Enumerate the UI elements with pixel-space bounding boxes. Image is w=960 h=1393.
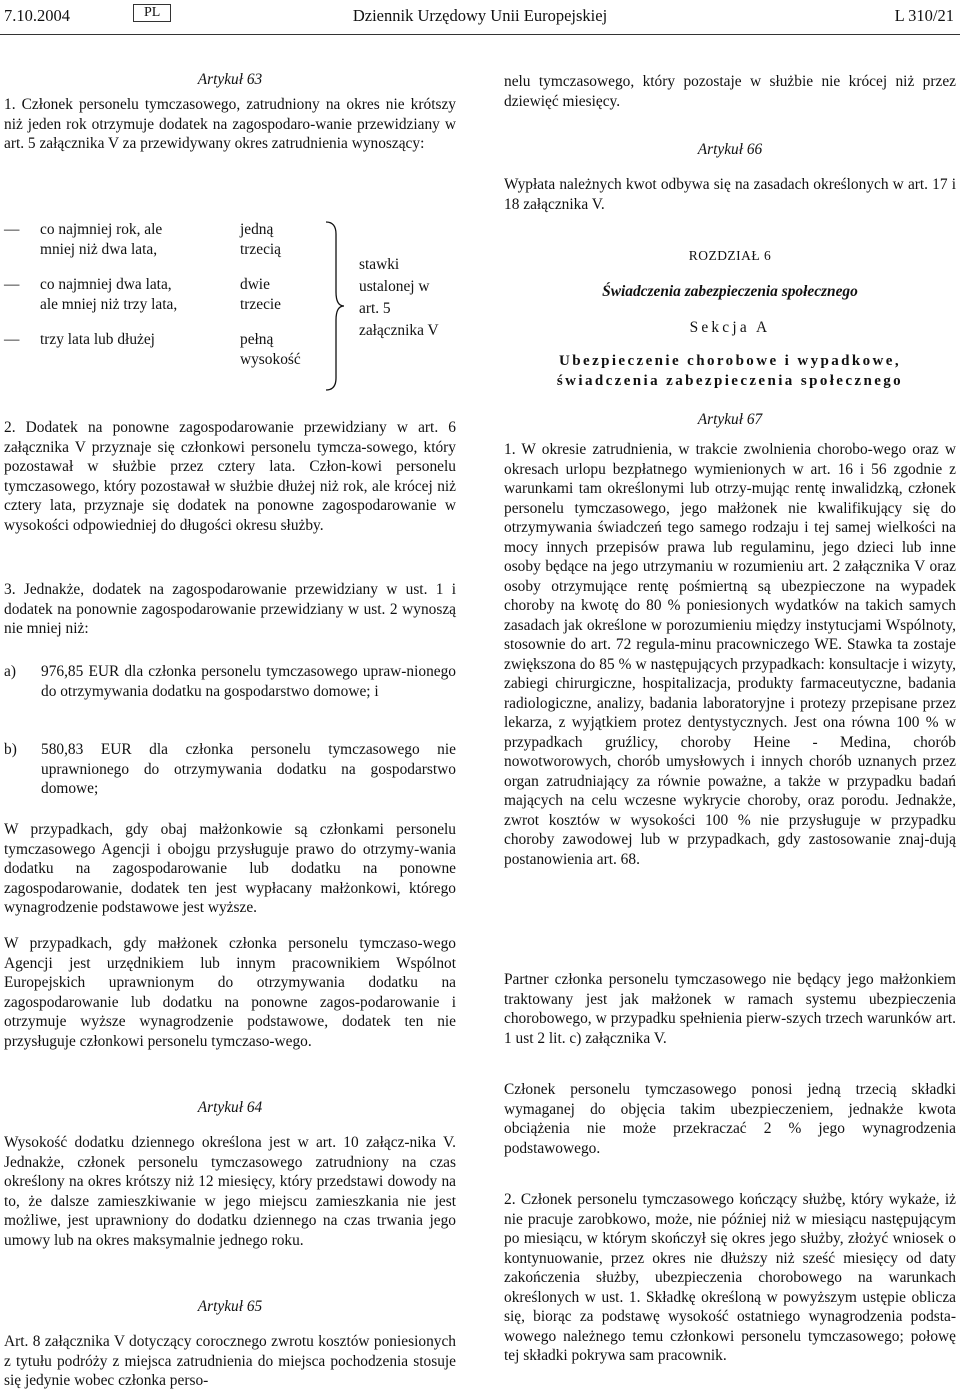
article-64-paragraph: Wysokość dodatku dziennego określona jest w art. 10 załącz-nika V. Jednakże, członek personelu tymczasowego zatrudniony na czas określony na okres krótszy niż 12 miesięcy, który przedstawi dowody na to, że dalsze zamieszkiwanie w jego miejscu zamieszkania nie jest możliwe, jest uprawniony do dodatku dziennego na czas trwania jego umowy lub na okres maksymalnie jednego roku. bbox=[4, 1134, 456, 1249]
rate-note: stawki bbox=[359, 256, 400, 273]
article-65-paragraph: Art. 8 załącznika V dotyczący corocznego zwrotu kosztów poniesionych z tytułu podróży z miejsca zatrudnienia do miejsca pochodzenia stosuje się jedynie wobec członka perso- bbox=[4, 1333, 456, 1389]
article-65-title: Artykuł 65 bbox=[197, 1298, 263, 1315]
page-header bbox=[0, 6, 960, 36]
spouse-official-paragraph: W przypadkach, gdy małżonek członka personelu tymczaso-wego Agencji jest urzędnikiem lub innym pracownikiem Wspólnot Europejskich uprawnionym do otrzymywania dodatku na zagospodarowanie lub dodatku na ponowne zagos-podarowanie i otrzymuje wyższe wynagrodzenie podstawowe, dodatek ten nie przysługuje członkowi personelu tymczaso-wego. bbox=[4, 935, 456, 1050]
section-title-line-1: Ubezpieczenie chorobowe i wypadkowe, bbox=[559, 353, 901, 369]
language-badge: PL bbox=[133, 4, 171, 22]
rate-note: załącznika V bbox=[359, 322, 439, 339]
section-title-line-2: świadczenia zabezpieczenia społecznego bbox=[556, 373, 904, 389]
article-65-continuation: nelu tymczasowego, który pozostaje w służbie nie krócej niż przez dziewięć miesięcy. bbox=[504, 73, 956, 110]
article-63-title: Artykuł 63 bbox=[197, 71, 263, 88]
list-item-b: b) 580,83 EUR dla członka personelu tymczasowego nie uprawnionego do otrzymywania dodatku na gospodarstwo domowe; bbox=[4, 741, 456, 797]
rate-table: — co najmniej rok, ale jedną mniej niż dwa lata, trzecią — co najmniej dwa lata, dwie ale mniej niż trzy lata, trzecie — trzy lata lub dłużej pełną wysokość stawki ustalonej w art. 5 załącznika V bbox=[4, 221, 439, 368]
partner-paragraph: Partner członka personelu tymczasowego nie będący jego małżonkiem traktowany jest jak małżonek w ramach systemu ubezpieczenia chorobowego, w przypadku spełnienia pierw-szych trzech warunków art. 1 ust 2 lit. c) załącznika V. bbox=[504, 971, 956, 1047]
spouses-paragraph: W przypadkach, gdy obaj małżonkowie są członkami personelu tymczasowego Agencji i obojgu przysługuje prawo do otrzymy-wania dodatku na zagospodarowanie lub dodatku na ponowne zagospodarowanie, dodatek ten jest wypłacany małżonkowi, którego wynagrodzenie podstawowe jest wyższe. bbox=[4, 821, 456, 916]
article-64-title: Artykuł 64 bbox=[197, 1099, 263, 1116]
article-67-title: Artykuł 67 bbox=[697, 411, 763, 428]
article-67-paragraph-1: 1. W okresie zatrudnienia, w trakcie zwolnienia chorobo-wego oraz w okresach urlopu bezpłatnego wymienionych w art. 16 i 56 zgodnie z warunkami tam określonymi lub otrzy-mując rentę inwalidzką, członek personelu tymczasowego, jego małżonek nie kwalifikujący się do otrzymywania świadczeń tego samego rodzaju i tej samej wielkości na mocy innych przepisów prawa lub regulaminu, jego dzieci lub inne osoby będące na jego utrzymaniu w rozumieniu art. 2 załącznika V oraz osoby otrzymujące rentę pośmiertną są ubezpieczone na wypadek choroby na kwotę do 80 % poniesionych wydatków na takich samych zasadach jak określone w porozumieniu między instytucjami Wspólnoty, stosownie do art. 72 regula-minu pracowniczego WE. Stawka ta zostaje zwiększona do 85 % w następujących przypadkach: konsultacje i wizyty, zabiegi chirurgiczne, hospitalizacja, produkty farmaceutyczne, badania radiologiczne, analizy, badania laboratoryjne i protezy przepisane przez lekarza, z wyjątkiem protez dentystycznych. Jest ona równa 100 % w przypadkach gruźlicy, choroby Heine - Medina, chorób nowotworowych, chorób umysłowych i innych chorób uznanych przez organ zatrudniający za równie poważne, a także w przypadku badań mających na celu wczesne wykrycie choroby, oraz porodu. Jednakże, zwrot kosztów w wysokości 100 % nie przysługuje w przypadku choroby zawodowej lub w przypadkach, gdy zastosowanie znaj-dują postanowienia art. 68. bbox=[504, 441, 956, 868]
chapter-number: ROZDZIAŁ 6 bbox=[688, 248, 772, 263]
page-reference: L 310/21 bbox=[894, 6, 954, 25]
curly-brace-icon bbox=[324, 220, 346, 392]
article-66-title: Artykuł 66 bbox=[697, 141, 763, 158]
article-63-paragraph-3: 3. Jednakże, dodatek na zagospodarowanie przewidziany w ust. 1 i dodatek na ponownie zagospodarowanie przewidziany w ust. 2 wynoszą nie mniej niż: bbox=[4, 581, 456, 637]
publication-date: 7.10.2004 bbox=[4, 6, 70, 25]
rate-note: art. 5 bbox=[359, 300, 391, 317]
article-67-paragraph-2: 2. Członek personelu tymczasowego kończący służbę, który wykaże, iż nie pracuje zarobkowo, może, nie później niż w miesiącu następującym po miesiącu, w którym skończył się okres jego służby, złożyć wniosek o kontynuowanie, przez okres nie dłuższy niż sześć miesięcy od daty zakończenia służby, ubezpieczenia chorobowego na warunkach określonych w ust. 1. Składkę określoną w powyższym ustępie oblicza się, biorąc za podstawę wysokość ostatniego wynagrodzenia podsta-wowego należnego temu członkowi personelu tymczasowego; połowę tej składki pokrywa sam pracownik. bbox=[504, 1191, 956, 1364]
chapter-title: Świadczenia zabezpieczenia społecznego bbox=[602, 283, 858, 300]
header-rule bbox=[0, 34, 960, 35]
article-63-paragraph-1: 1. Członek personelu tymczasowego, zatrudniony na okres nie krótszy niż jeden rok otrzymuje dodatek na zagospodaro-wanie przewidziany w art. 5 załącznika V za przewidywany okres zatrudnienia wynoszący: bbox=[4, 96, 456, 152]
article-66-paragraph: Wypłata należnych kwot odbywa się na zasadach określonych w art. 17 i 18 załącznika V. bbox=[504, 176, 956, 213]
article-63-paragraph-2: 2. Dodatek na ponowne zagospodarowanie przewidziany w art. 6 załącznika V przyznaje się członkowi personelu tymcza-sowego, który pozostawał w służbie przez cztery lata. Człon-kowi personelu tymczasowego, który pozostawał w służbie dłużej niż rok, ale krócej niż cztery lata, przyznaje się dodatek na ponowne zagospodarowanie w wysokości odpowiedniej do długości okresu służby. bbox=[4, 419, 456, 534]
journal-title: Dziennik Urzędowy Unii Europejskiej bbox=[352, 6, 608, 25]
rate-note: ustalonej w bbox=[359, 278, 430, 295]
section-label: Sekcja A bbox=[689, 319, 771, 336]
list-item-a: a) 976,85 EUR dla członka personelu tymczasowego upraw-nionego do otrzymywania dodatku na gospodarstwo domowe; i bbox=[4, 663, 456, 700]
contribution-paragraph: Członek personelu tymczasowego ponosi jedną trzecią składki wymaganej do objęcia takim ubezpieczeniem, jednakże kwota obciążenia nie może przekraczać 2 % jego wynagrodzenia podstawowego. bbox=[504, 1081, 956, 1157]
